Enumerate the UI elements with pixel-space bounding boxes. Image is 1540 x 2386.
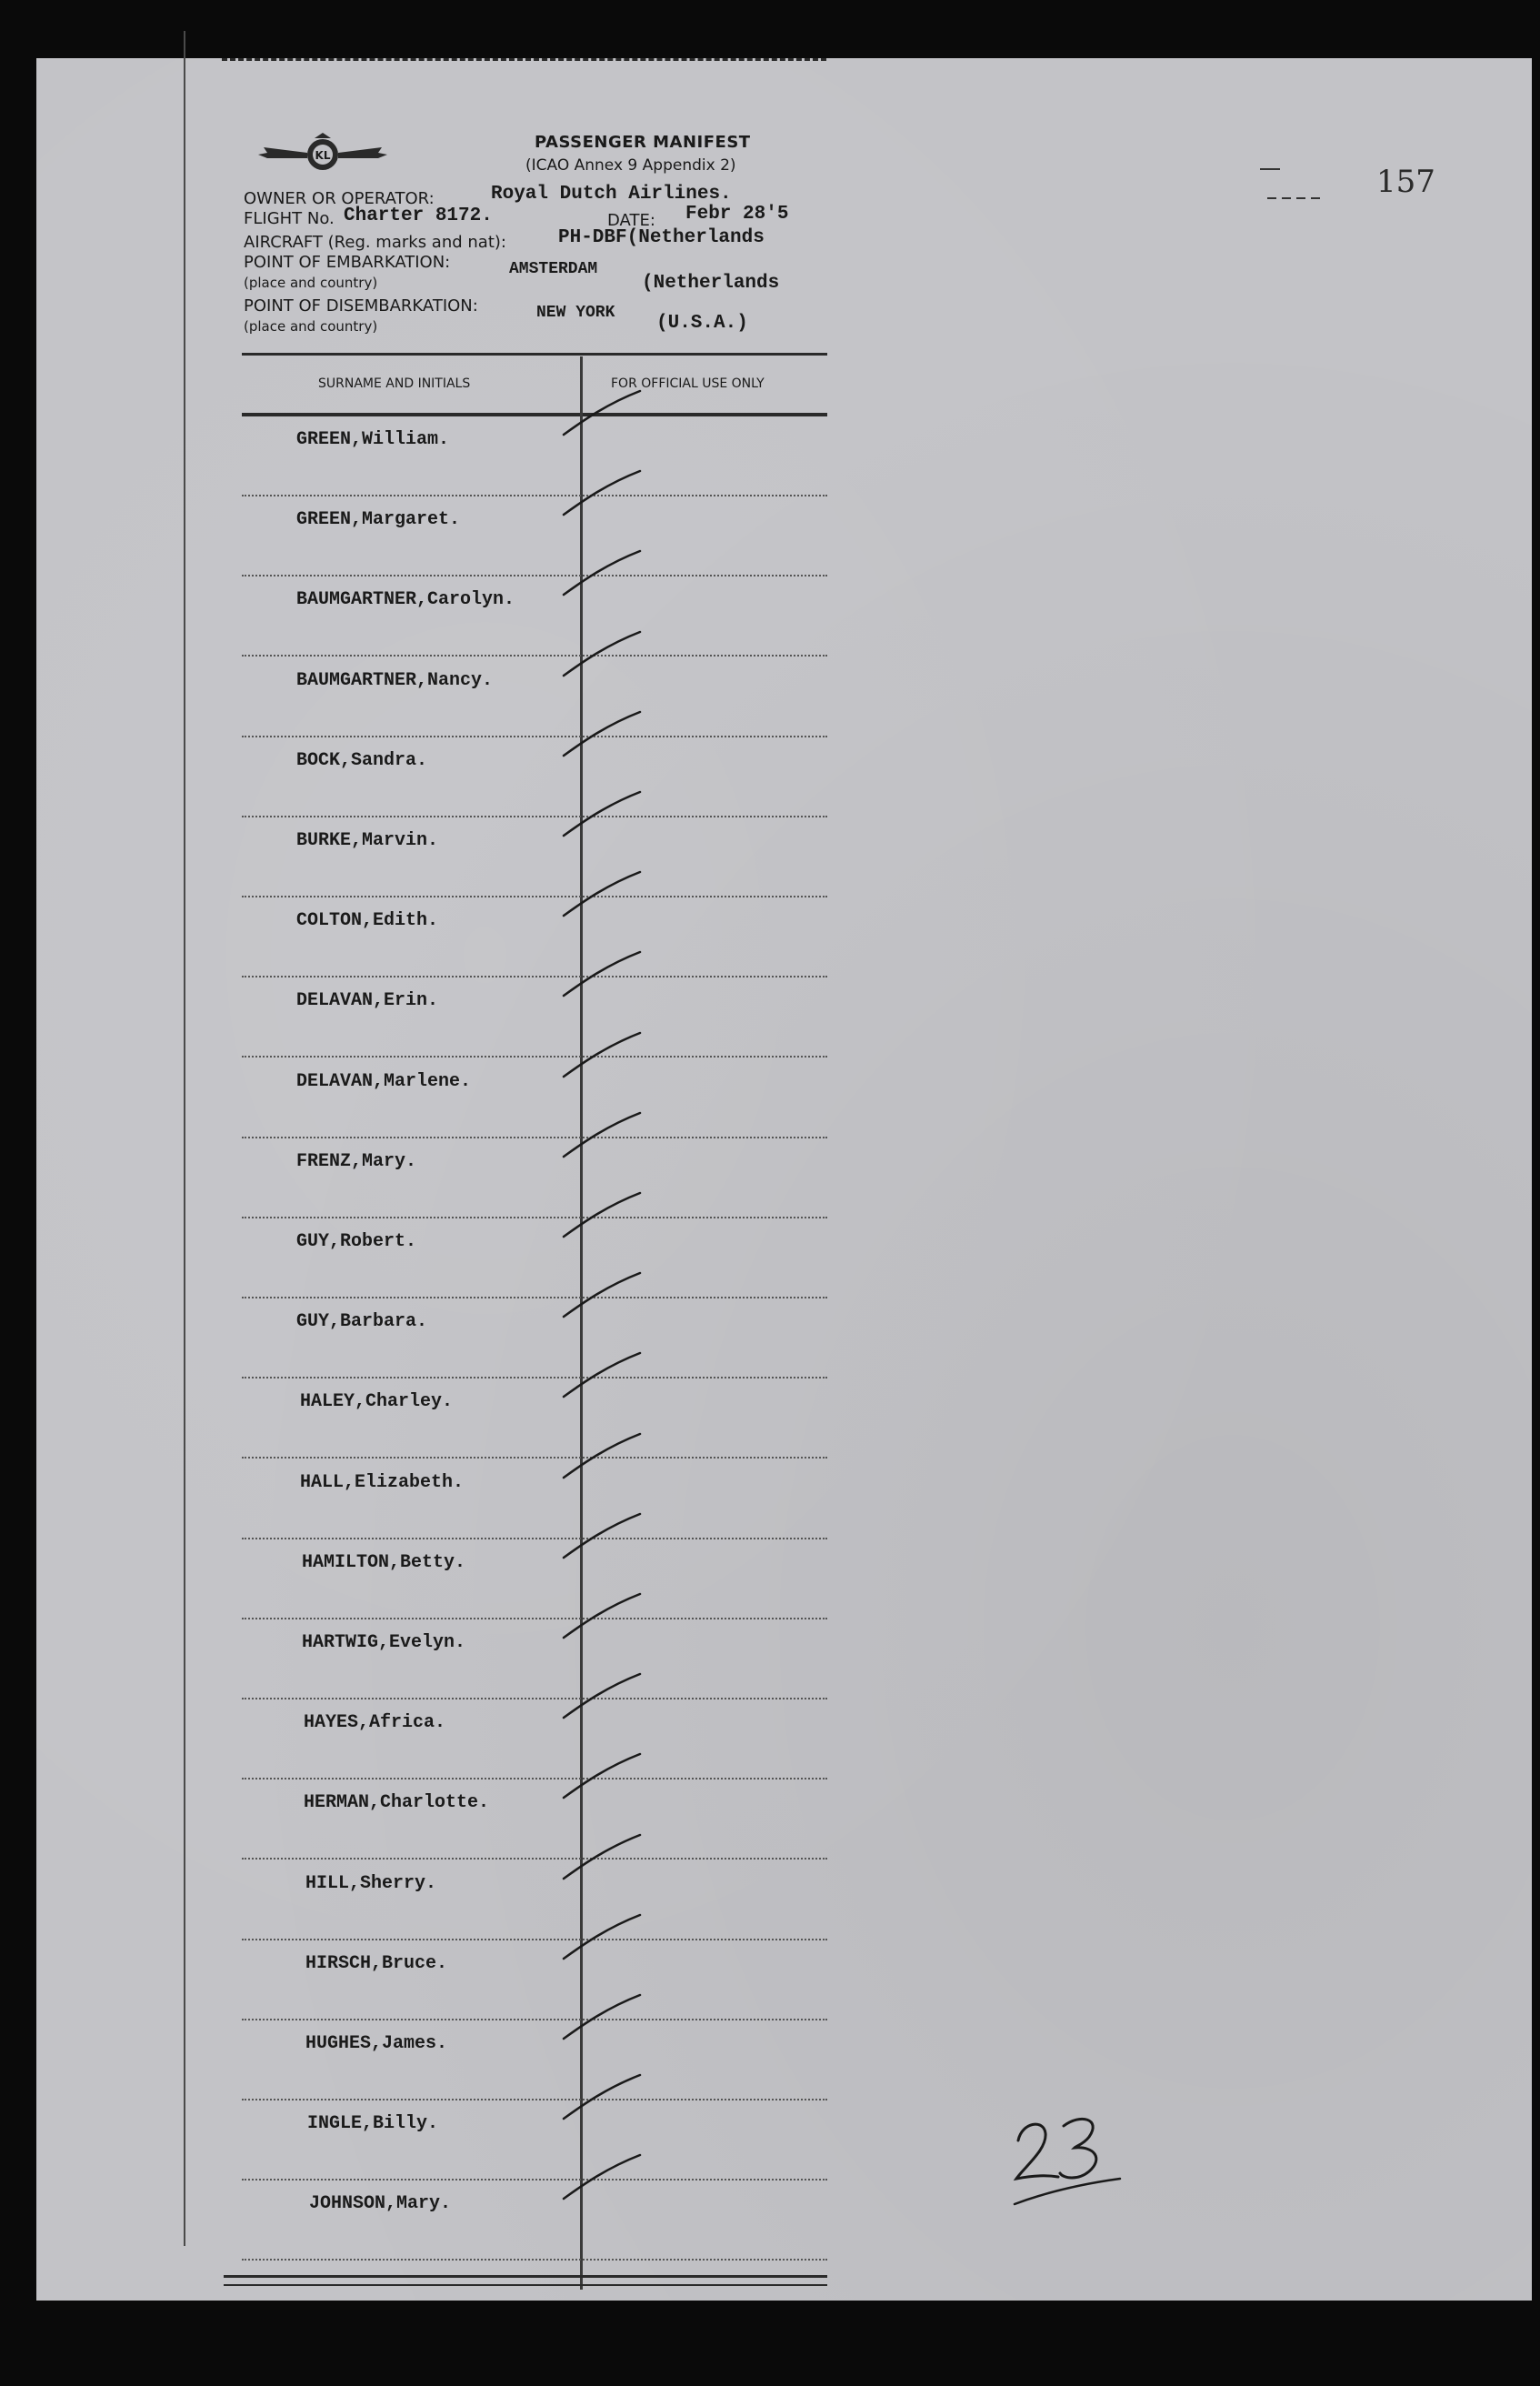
- svg-text:KL: KL: [315, 149, 331, 162]
- passenger-row: [242, 657, 827, 737]
- check-mark-icon: [562, 387, 644, 442]
- owner-label: OWNER OR OPERATOR:: [244, 189, 435, 208]
- owner-value: Royal Dutch Airlines.: [491, 184, 732, 205]
- passenger-row: [242, 1378, 827, 1459]
- disembark-value: NEW YORK: [536, 304, 615, 322]
- header-rule: [242, 353, 827, 356]
- passenger-name: GUY,Barbara.: [296, 1311, 428, 1333]
- passenger-name: HALEY,Charley.: [300, 1391, 454, 1413]
- column-header-surname: SURNAME AND INITIALS: [318, 376, 471, 391]
- embark-sublabel: (place and country): [244, 275, 378, 291]
- check-mark-icon: [562, 1269, 644, 1324]
- passenger-row: [242, 1138, 827, 1218]
- row-dotted-rule: [242, 2259, 827, 2261]
- passenger-name: GREEN,Margaret.: [296, 509, 461, 531]
- passenger-name: HALL,Elizabeth.: [300, 1471, 465, 1493]
- date-value: Febr 28'5: [685, 204, 789, 225]
- embark-label: POINT OF EMBARKATION:: [244, 253, 451, 272]
- passenger-name: HIRSCH,Bruce.: [305, 1952, 448, 1974]
- check-mark-icon: [562, 1189, 644, 1244]
- check-mark-icon: [562, 628, 644, 683]
- passenger-row: [242, 897, 827, 977]
- check-mark-icon: [562, 1590, 644, 1645]
- passenger-name: BURKE,Marvin.: [296, 830, 439, 851]
- check-mark-icon: [562, 1991, 644, 2046]
- page-number: 157: [1376, 164, 1435, 200]
- passenger-row: [242, 416, 827, 496]
- passenger-name: INGLE,Billy.: [307, 2113, 439, 2135]
- passenger-row: [242, 576, 827, 657]
- passenger-row: [242, 1539, 827, 1619]
- page-margin-mark: [1260, 162, 1324, 204]
- manifest-subtitle: (ICAO Annex 9 Appendix 2): [525, 156, 736, 175]
- embark-country: (Netherlands: [642, 273, 780, 294]
- passenger-row: [242, 1940, 827, 2020]
- check-mark-icon: [562, 1750, 644, 1805]
- passenger-row: [242, 1779, 827, 1860]
- disembark-sublabel: (place and country): [244, 318, 378, 335]
- passenger-name: HARTWIG,Evelyn.: [302, 1632, 466, 1653]
- passenger-name: HAYES,Africa.: [304, 1712, 446, 1734]
- passenger-row: [242, 737, 827, 817]
- passenger-row: [242, 2020, 827, 2100]
- passenger-name: HILL,Sherry.: [305, 1872, 437, 1894]
- check-mark-icon: [562, 1029, 644, 1084]
- disembark-label: POINT OF DISEMBARKATION:: [244, 296, 478, 316]
- passenger-name: FRENZ,Mary.: [296, 1150, 417, 1172]
- passenger-name: BOCK,Sandra.: [296, 749, 428, 771]
- check-mark-icon: [562, 868, 644, 923]
- disembark-country: (U.S.A.): [656, 313, 748, 334]
- bottom-rule-1: [224, 2275, 827, 2278]
- passenger-name: JOHNSON,Mary.: [309, 2193, 452, 2215]
- passenger-name: HERMAN,Charlotte.: [304, 1792, 490, 1814]
- check-mark-icon: [562, 708, 644, 763]
- passenger-row: [242, 1699, 827, 1779]
- check-mark-icon: [562, 2151, 644, 2206]
- check-mark-icon: [562, 1109, 644, 1164]
- passenger-row: [242, 2180, 827, 2261]
- check-mark-icon: [562, 1349, 644, 1404]
- embark-value: AMSTERDAM: [509, 260, 598, 278]
- column-header-official: FOR OFFICIAL USE ONLY: [611, 376, 765, 391]
- aircraft-value: PH-DBF(Netherlands: [558, 227, 765, 248]
- klm-logo-icon: [255, 131, 391, 176]
- flight-value: Charter 8172.: [344, 206, 493, 226]
- check-mark-icon: [562, 547, 644, 602]
- passenger-name: BAUMGARTNER,Nancy.: [296, 669, 494, 691]
- passenger-name: BAUMGARTNER,Carolyn.: [296, 589, 515, 611]
- check-mark-icon: [562, 948, 644, 1003]
- check-mark-icon: [562, 1911, 644, 1966]
- bottom-rule-2: [224, 2284, 827, 2286]
- top-dashed-rule: [222, 58, 826, 61]
- passenger-row: [242, 1218, 827, 1298]
- check-mark-icon: [562, 1510, 644, 1565]
- passenger-row: [242, 817, 827, 897]
- check-mark-icon: [562, 1430, 644, 1485]
- passenger-name: HAMILTON,Betty.: [302, 1551, 466, 1573]
- passenger-name: COLTON,Edith.: [296, 910, 439, 932]
- passenger-name: HUGHES,James.: [305, 2033, 448, 2054]
- manifest-title: PASSENGER MANIFEST: [535, 133, 751, 152]
- check-mark-icon: [562, 1670, 644, 1725]
- passenger-name: GUY,Robert.: [296, 1231, 417, 1252]
- passenger-row: [242, 1298, 827, 1378]
- check-mark-icon: [562, 467, 644, 522]
- passenger-row: [242, 977, 827, 1058]
- check-mark-icon: [562, 2071, 644, 2126]
- check-mark-icon: [562, 788, 644, 843]
- passenger-row: [242, 1058, 827, 1138]
- aircraft-label: AIRCRAFT (Reg. marks and nat):: [244, 233, 506, 252]
- passenger-row: [242, 1860, 827, 1940]
- flight-label: FLIGHT No.: [244, 209, 335, 228]
- date-label: DATE:: [607, 211, 655, 230]
- passenger-row: [242, 496, 827, 576]
- check-mark-icon: [562, 1831, 644, 1886]
- passenger-name: GREEN,William.: [296, 429, 450, 450]
- passenger-name: DELAVAN,Marlene.: [296, 1070, 472, 1092]
- passenger-row: [242, 2100, 827, 2180]
- handwritten-count: [1007, 2106, 1125, 2206]
- passenger-row: [242, 1619, 827, 1699]
- passenger-row: [242, 1459, 827, 1539]
- passenger-name: DELAVAN,Erin.: [296, 990, 439, 1012]
